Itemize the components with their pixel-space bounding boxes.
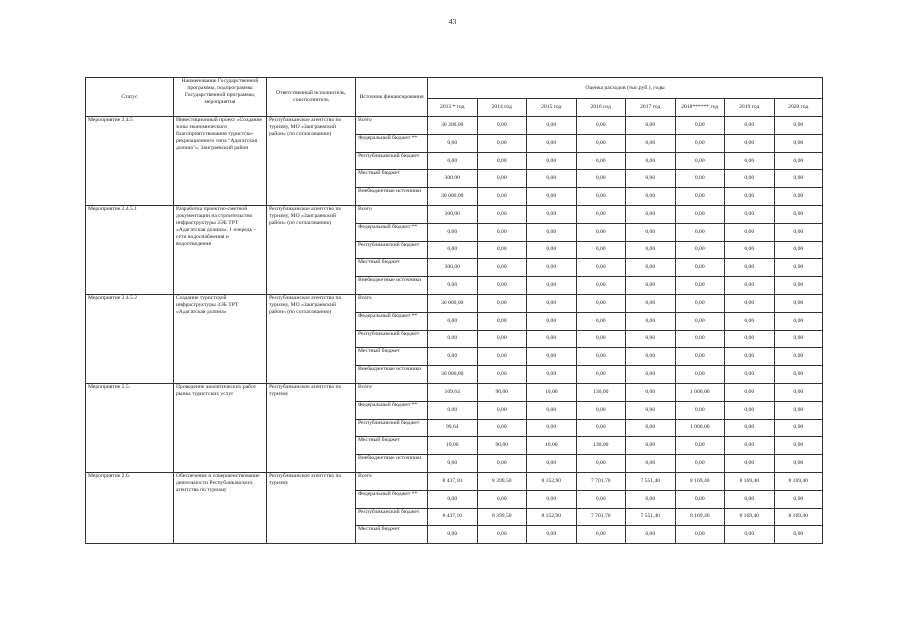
amount-cell: 8 169,40 bbox=[774, 508, 823, 526]
amount-cell: 0,00 bbox=[675, 526, 725, 544]
amount-cell: 0,00 bbox=[576, 419, 626, 437]
amount-cell: 0,00 bbox=[477, 330, 527, 348]
amount-cell: 300,00 bbox=[428, 205, 478, 223]
amount-cell: 0,00 bbox=[675, 294, 725, 312]
table-body bbox=[86, 117, 823, 544]
amount-cell: 0,00 bbox=[576, 241, 626, 259]
amount-cell: 0,00 bbox=[477, 259, 527, 277]
amount-cell: 0,00 bbox=[774, 419, 823, 437]
amount-cell: 0,00 bbox=[725, 526, 775, 544]
amount-cell: 130,00 bbox=[576, 383, 626, 401]
amount-cell: 0,00 bbox=[576, 312, 626, 330]
amount-cell: 0,00 bbox=[576, 117, 626, 135]
amount-cell: 8 399,50 bbox=[477, 472, 527, 490]
amount-cell: 0,00 bbox=[576, 294, 626, 312]
amount-cell: 0,00 bbox=[725, 241, 775, 259]
measure-executor: Республиканское агентство по туризму, МО «Заиграевский район» (по согласованию) bbox=[267, 117, 356, 206]
amount-cell: 0,00 bbox=[725, 383, 775, 401]
amount-cell: 0,00 bbox=[626, 312, 676, 330]
amount-cell: 0,00 bbox=[675, 437, 725, 455]
amount-cell: 0,00 bbox=[428, 526, 478, 544]
funding-source: Всего bbox=[356, 472, 428, 490]
amount-cell: 0,00 bbox=[774, 383, 823, 401]
amount-cell: 0,00 bbox=[626, 134, 676, 152]
amount-cell: 0,00 bbox=[477, 152, 527, 170]
measure-name: Обеспечение и совершенствование деятельности Республиканского агентства по туризму bbox=[174, 472, 267, 543]
amount-cell: 1 000,00 bbox=[675, 419, 725, 437]
amount-cell: 0,00 bbox=[477, 348, 527, 366]
amount-cell: 0,00 bbox=[576, 277, 626, 295]
funding-source: Всего bbox=[356, 383, 428, 401]
header-estimate: Оценка расходов (тыс.руб.), годы bbox=[428, 78, 823, 99]
amount-cell: 0,00 bbox=[626, 366, 676, 384]
amount-cell: 0,00 bbox=[774, 455, 823, 473]
amount-cell: 0,00 bbox=[477, 294, 527, 312]
amount-cell: 0,00 bbox=[774, 117, 823, 135]
amount-cell: 30 000,00 bbox=[428, 188, 478, 206]
amount-cell: 0,00 bbox=[675, 312, 725, 330]
amount-cell: 0,00 bbox=[428, 241, 478, 259]
amount-cell: 0,00 bbox=[428, 152, 478, 170]
amount-cell: 0,00 bbox=[428, 455, 478, 473]
amount-cell: 0,00 bbox=[774, 134, 823, 152]
amount-cell: 0,00 bbox=[477, 188, 527, 206]
amount-cell: 0,00 bbox=[675, 401, 725, 419]
amount-cell: 0,00 bbox=[725, 419, 775, 437]
amount-cell: 0,00 bbox=[576, 526, 626, 544]
amount-cell: 0,00 bbox=[576, 152, 626, 170]
measure-status: Мероприятие 2.4.5 bbox=[86, 117, 174, 206]
header-source: Источник финансирования bbox=[356, 78, 428, 117]
measure-executor: Республиканское агентство по туризму bbox=[267, 472, 356, 543]
amount-cell: 0,00 bbox=[527, 188, 577, 206]
amount-cell: 0,00 bbox=[725, 294, 775, 312]
amount-cell: 0,00 bbox=[626, 490, 676, 508]
funding-source: Всего bbox=[356, 205, 428, 223]
amount-cell: 0,00 bbox=[774, 152, 823, 170]
funding-source: Федеральный бюджет ** bbox=[356, 312, 428, 330]
amount-cell: 8 152,90 bbox=[527, 472, 577, 490]
header-year: 2015 год bbox=[527, 99, 577, 117]
header-name: Наименование Государственной программы, подпрограммы Государственной программы, мероприятия bbox=[174, 78, 267, 117]
measure-status: Мероприятие 2.6. bbox=[86, 472, 174, 543]
amount-cell: 30 000,00 bbox=[428, 366, 478, 384]
amount-cell: 0,00 bbox=[725, 117, 775, 135]
amount-cell: 0,00 bbox=[527, 526, 577, 544]
amount-cell: 130,00 bbox=[576, 437, 626, 455]
amount-cell: 0,00 bbox=[477, 117, 527, 135]
table-row bbox=[86, 205, 823, 223]
funding-source: Федеральный бюджет ** bbox=[356, 134, 428, 152]
amount-cell: 0,00 bbox=[477, 170, 527, 188]
amount-cell: 0,00 bbox=[527, 134, 577, 152]
amount-cell: 0,00 bbox=[527, 330, 577, 348]
amount-cell: 0,00 bbox=[576, 366, 626, 384]
amount-cell: 0,00 bbox=[428, 490, 478, 508]
amount-cell: 0,00 bbox=[576, 205, 626, 223]
amount-cell: 0,00 bbox=[626, 348, 676, 366]
amount-cell: 0,00 bbox=[675, 170, 725, 188]
amount-cell: 0,00 bbox=[527, 455, 577, 473]
amount-cell: 109,64 bbox=[428, 383, 478, 401]
amount-cell: 0,00 bbox=[626, 526, 676, 544]
funding-source: Федеральный бюджет ** bbox=[356, 401, 428, 419]
amount-cell: 7 701,70 bbox=[576, 472, 626, 490]
amount-cell: 0,00 bbox=[774, 241, 823, 259]
table-row bbox=[86, 294, 823, 312]
amount-cell: 0,00 bbox=[675, 259, 725, 277]
amount-cell: 0,00 bbox=[527, 259, 577, 277]
header-year: 2016 год bbox=[576, 99, 626, 117]
amount-cell: 0,00 bbox=[675, 277, 725, 295]
funding-source: Всего bbox=[356, 294, 428, 312]
funding-source: Республиканский бюджет bbox=[356, 330, 428, 348]
amount-cell: 0,00 bbox=[477, 223, 527, 241]
amount-cell: 0,00 bbox=[774, 437, 823, 455]
amount-cell: 300,00 bbox=[428, 170, 478, 188]
amount-cell: 0,00 bbox=[477, 455, 527, 473]
amount-cell: 0,00 bbox=[774, 526, 823, 544]
amount-cell: 0,00 bbox=[477, 419, 527, 437]
amount-cell: 0,00 bbox=[477, 205, 527, 223]
amount-cell: 0,00 bbox=[725, 366, 775, 384]
amount-cell: 0,00 bbox=[725, 134, 775, 152]
amount-cell: 10,00 bbox=[527, 383, 577, 401]
funding-source: Местный бюджет bbox=[356, 526, 428, 544]
amount-cell: 10,00 bbox=[527, 437, 577, 455]
budget-table bbox=[85, 77, 823, 544]
amount-cell: 0,00 bbox=[675, 205, 725, 223]
amount-cell: 0,00 bbox=[675, 366, 725, 384]
amount-cell: 0,00 bbox=[675, 152, 725, 170]
amount-cell: 0,00 bbox=[725, 152, 775, 170]
amount-cell: 0,00 bbox=[774, 330, 823, 348]
amount-cell: 0,00 bbox=[774, 490, 823, 508]
amount-cell: 0,00 bbox=[626, 330, 676, 348]
amount-cell: 0,00 bbox=[428, 348, 478, 366]
amount-cell: 0,00 bbox=[477, 277, 527, 295]
amount-cell: 0,00 bbox=[675, 455, 725, 473]
amount-cell: 8 152,90 bbox=[527, 508, 577, 526]
amount-cell: 0,00 bbox=[626, 117, 676, 135]
amount-cell: 0,00 bbox=[725, 188, 775, 206]
header-year: 2018****** год bbox=[675, 99, 725, 117]
amount-cell: 0,00 bbox=[428, 134, 478, 152]
funding-source: Республиканский бюджет bbox=[356, 508, 428, 526]
amount-cell: 0,00 bbox=[725, 330, 775, 348]
header-year: 2019 год bbox=[725, 99, 775, 117]
amount-cell: 0,00 bbox=[774, 205, 823, 223]
measure-status: Мероприятие 2.4.5.2 bbox=[86, 294, 174, 383]
amount-cell: 0,00 bbox=[774, 259, 823, 277]
amount-cell: 8 169,40 bbox=[725, 508, 775, 526]
amount-cell: 99,64 bbox=[428, 419, 478, 437]
amount-cell: 0,00 bbox=[576, 170, 626, 188]
funding-source: Внебюджетные источники bbox=[356, 277, 428, 295]
amount-cell: 0,00 bbox=[626, 259, 676, 277]
funding-source: Всего bbox=[356, 117, 428, 135]
amount-cell: 0,00 bbox=[527, 348, 577, 366]
amount-cell: 0,00 bbox=[725, 401, 775, 419]
amount-cell: 90,00 bbox=[477, 437, 527, 455]
amount-cell: 0,00 bbox=[774, 188, 823, 206]
amount-cell: 0,00 bbox=[675, 241, 725, 259]
amount-cell: 0,00 bbox=[428, 223, 478, 241]
amount-cell: 0,00 bbox=[527, 312, 577, 330]
amount-cell: 0,00 bbox=[675, 134, 725, 152]
amount-cell: 0,00 bbox=[576, 223, 626, 241]
amount-cell: 0,00 bbox=[576, 490, 626, 508]
funding-source: Местный бюджет bbox=[356, 259, 428, 277]
amount-cell: 1 000,00 bbox=[675, 383, 725, 401]
amount-cell: 0,00 bbox=[675, 490, 725, 508]
amount-cell: 0,00 bbox=[477, 366, 527, 384]
amount-cell: 0,00 bbox=[626, 455, 676, 473]
amount-cell: 90,00 bbox=[477, 383, 527, 401]
amount-cell: 0,00 bbox=[774, 348, 823, 366]
amount-cell: 8 437,10 bbox=[428, 472, 478, 490]
amount-cell: 0,00 bbox=[527, 241, 577, 259]
amount-cell: 0,00 bbox=[527, 419, 577, 437]
amount-cell: 0,00 bbox=[576, 348, 626, 366]
funding-source: Республиканский бюджет bbox=[356, 419, 428, 437]
amount-cell: 0,00 bbox=[725, 348, 775, 366]
amount-cell: 0,00 bbox=[774, 170, 823, 188]
amount-cell: 7 701,70 bbox=[576, 508, 626, 526]
amount-cell: 0,00 bbox=[477, 526, 527, 544]
amount-cell: 0,00 bbox=[527, 117, 577, 135]
amount-cell: 0,00 bbox=[774, 312, 823, 330]
amount-cell: 0,00 bbox=[527, 366, 577, 384]
amount-cell: 0,00 bbox=[626, 170, 676, 188]
table-row bbox=[86, 472, 823, 490]
amount-cell: 0,00 bbox=[576, 401, 626, 419]
amount-cell: 0,00 bbox=[576, 455, 626, 473]
amount-cell: 8 169,40 bbox=[725, 472, 775, 490]
measure-status: Мероприятие 2.5. bbox=[86, 383, 174, 472]
measure-executor: Республиканское агентство по туризму, МО «Заиграевский район» (по согласованию) bbox=[267, 294, 356, 383]
amount-cell: 0,00 bbox=[576, 188, 626, 206]
amount-cell: 8 437,10 bbox=[428, 508, 478, 526]
funding-source: Местный бюджет bbox=[356, 348, 428, 366]
header-executor: Ответственный исполнитель, соисполнитель bbox=[267, 78, 356, 117]
amount-cell: 0,00 bbox=[626, 401, 676, 419]
amount-cell: 0,00 bbox=[774, 294, 823, 312]
amount-cell: 0,00 bbox=[675, 348, 725, 366]
amount-cell: 0,00 bbox=[428, 277, 478, 295]
amount-cell: 0,00 bbox=[527, 401, 577, 419]
amount-cell: 0,00 bbox=[626, 437, 676, 455]
table-row bbox=[86, 117, 823, 135]
amount-cell: 0,00 bbox=[725, 437, 775, 455]
amount-cell: 0,00 bbox=[774, 277, 823, 295]
amount-cell: 8 169,40 bbox=[675, 472, 725, 490]
amount-cell: 0,00 bbox=[527, 277, 577, 295]
measure-name: Проведение аналитических работ рынка туристских услуг bbox=[174, 383, 267, 472]
measure-status: Мероприятие 2.4.5.1 bbox=[86, 205, 174, 294]
amount-cell: 0,00 bbox=[527, 170, 577, 188]
funding-source: Внебюджетные источники bbox=[356, 455, 428, 473]
funding-source: Местный бюджет bbox=[356, 437, 428, 455]
table-row bbox=[86, 383, 823, 401]
funding-source: Внебюджетные источники bbox=[356, 188, 428, 206]
amount-cell: 0,00 bbox=[626, 223, 676, 241]
amount-cell: 0,00 bbox=[527, 490, 577, 508]
amount-cell: 30 000,00 bbox=[428, 294, 478, 312]
amount-cell: 0,00 bbox=[725, 223, 775, 241]
amount-cell: 0,00 bbox=[725, 205, 775, 223]
amount-cell: 0,00 bbox=[477, 241, 527, 259]
amount-cell: 300,00 bbox=[428, 259, 478, 277]
amount-cell: 8 169,40 bbox=[774, 472, 823, 490]
amount-cell: 0,00 bbox=[527, 294, 577, 312]
header-status: Статус bbox=[86, 78, 174, 117]
amount-cell: 8 399,50 bbox=[477, 508, 527, 526]
amount-cell: 0,00 bbox=[725, 277, 775, 295]
amount-cell: 0,00 bbox=[477, 401, 527, 419]
funding-source: Республиканский бюджет bbox=[356, 152, 428, 170]
amount-cell: 30 300,00 bbox=[428, 117, 478, 135]
amount-cell: 0,00 bbox=[527, 205, 577, 223]
amount-cell: 10,00 bbox=[428, 437, 478, 455]
amount-cell: 0,00 bbox=[576, 330, 626, 348]
amount-cell: 0,00 bbox=[626, 277, 676, 295]
amount-cell: 0,00 bbox=[725, 455, 775, 473]
amount-cell: 0,00 bbox=[774, 223, 823, 241]
amount-cell: 0,00 bbox=[477, 134, 527, 152]
measure-name: Разработка проектно-сметной документации на строительство инфраструктуры ЗЭБ ТРТ «Адагатская долина». 1 очередь – сети водоснабжения и водоотведения bbox=[174, 205, 267, 294]
funding-source: Федеральный бюджет ** bbox=[356, 490, 428, 508]
page-number: 43 bbox=[448, 17, 457, 26]
measure-executor: Республиканское агентство по туризму, МО «Заиграевский район» (по согласованию) bbox=[267, 205, 356, 294]
amount-cell: 0,00 bbox=[527, 152, 577, 170]
amount-cell: 0,00 bbox=[725, 490, 775, 508]
amount-cell: 0,00 bbox=[675, 117, 725, 135]
header-year: 2017 год bbox=[626, 99, 676, 117]
amount-cell: 0,00 bbox=[626, 188, 676, 206]
amount-cell: 0,00 bbox=[527, 223, 577, 241]
amount-cell: 0,00 bbox=[626, 152, 676, 170]
header-year: 2020 год bbox=[774, 99, 823, 117]
amount-cell: 0,00 bbox=[428, 312, 478, 330]
amount-cell: 0,00 bbox=[725, 312, 775, 330]
funding-source: Местный бюджет bbox=[356, 170, 428, 188]
amount-cell: 0,00 bbox=[675, 223, 725, 241]
amount-cell: 0,00 bbox=[428, 330, 478, 348]
header-year: 2014 год bbox=[477, 99, 527, 117]
measure-name: Создание туристской инфраструктуры ЗЭБ ТРТ «Адагатская долина» bbox=[174, 294, 267, 383]
amount-cell: 8 169,40 bbox=[675, 508, 725, 526]
amount-cell: 0,00 bbox=[774, 366, 823, 384]
amount-cell: 0,00 bbox=[576, 259, 626, 277]
amount-cell: 0,00 bbox=[725, 170, 775, 188]
funding-source: Внебюджетные источники bbox=[356, 366, 428, 384]
funding-source: Федеральный бюджет ** bbox=[356, 223, 428, 241]
amount-cell: 0,00 bbox=[477, 312, 527, 330]
header-year: 2013 * год bbox=[428, 99, 478, 117]
amount-cell: 0,00 bbox=[774, 401, 823, 419]
amount-cell: 0,00 bbox=[675, 188, 725, 206]
amount-cell: 7 551,40 bbox=[626, 472, 676, 490]
funding-source: Республиканский бюджет bbox=[356, 241, 428, 259]
amount-cell: 0,00 bbox=[428, 401, 478, 419]
amount-cell: 0,00 bbox=[675, 330, 725, 348]
amount-cell: 0,00 bbox=[626, 241, 676, 259]
amount-cell: 0,00 bbox=[626, 383, 676, 401]
amount-cell: 0,00 bbox=[626, 205, 676, 223]
amount-cell: 0,00 bbox=[477, 490, 527, 508]
measure-executor: Республиканское агентство по туризму bbox=[267, 383, 356, 472]
amount-cell: 7 551,40 bbox=[626, 508, 676, 526]
measure-name: Инвестиционный проект «Создание зоны экономического благоприятствования туристско-рекреационного типа "Адагатская долина"», Заиграевский район bbox=[174, 117, 267, 206]
amount-cell: 0,00 bbox=[725, 259, 775, 277]
amount-cell: 0,00 bbox=[626, 294, 676, 312]
table-header bbox=[86, 78, 823, 117]
amount-cell: 0,00 bbox=[576, 134, 626, 152]
amount-cell: 0,00 bbox=[626, 419, 676, 437]
